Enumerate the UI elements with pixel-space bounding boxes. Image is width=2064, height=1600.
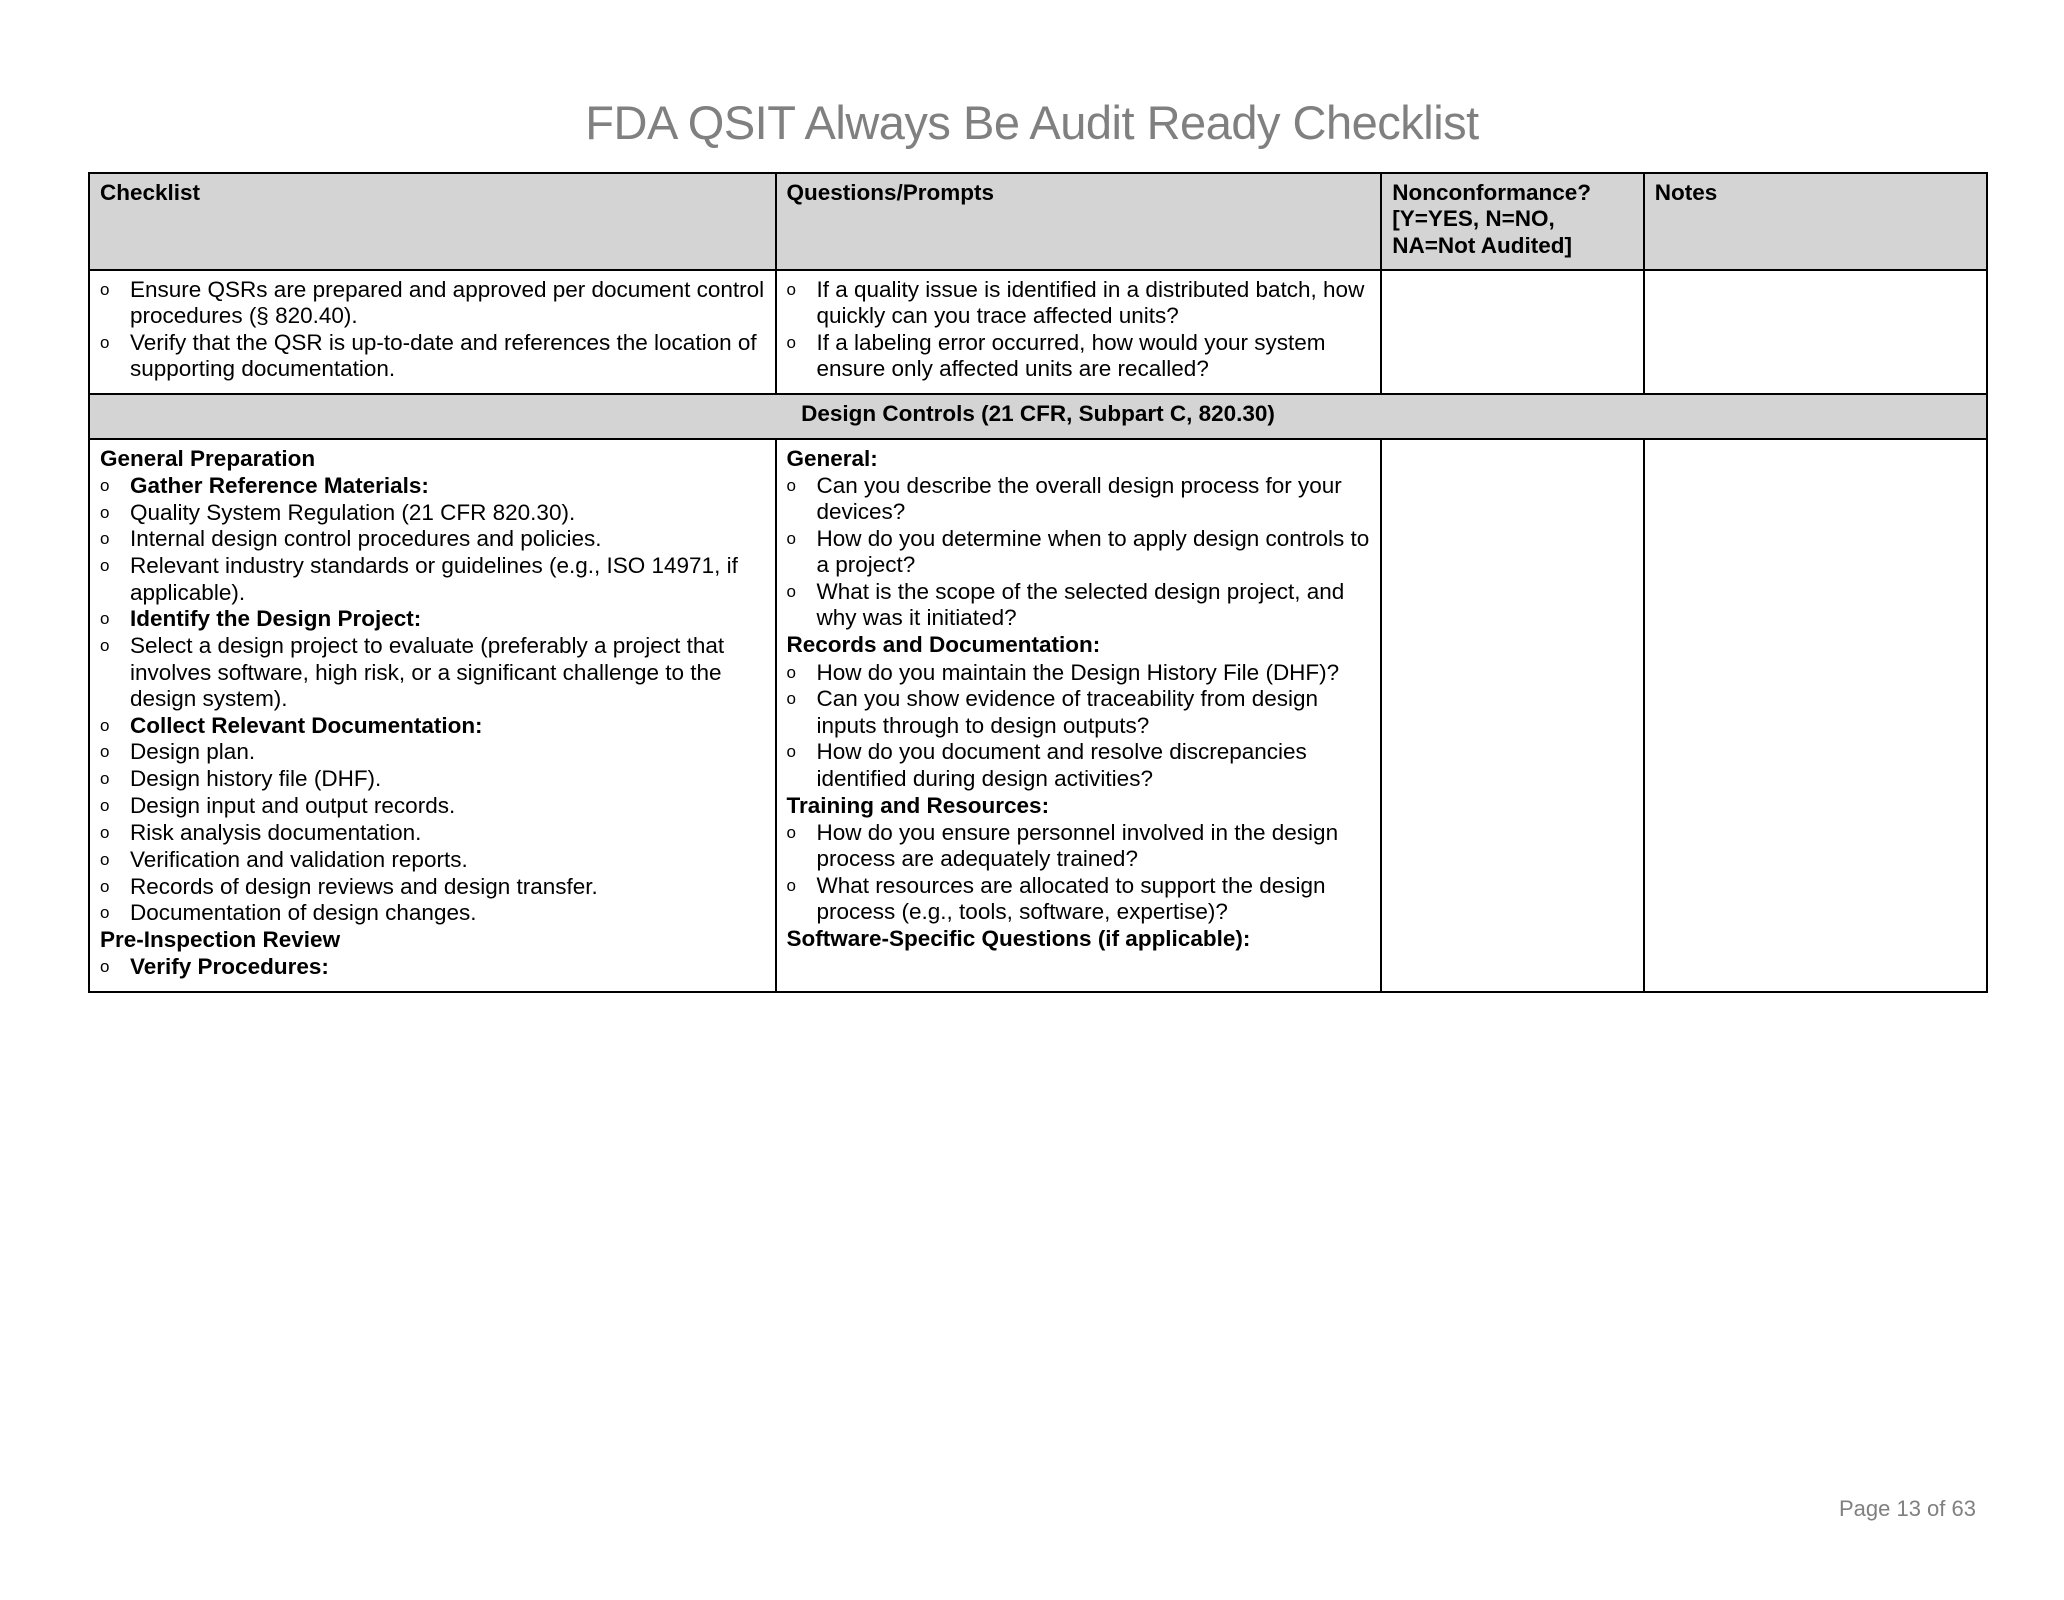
bullet-icon: o: [100, 333, 110, 353]
list-heading: Training and Resources:: [786, 792, 1050, 818]
list-group: [100, 473, 765, 499]
bullet-icon: o: [786, 475, 796, 495]
list-item-label: Design history file (DHF).: [130, 766, 382, 792]
list-group: [787, 330, 1371, 383]
cell-checklist: [89, 270, 776, 394]
list-item-label: Can you describe the overall design process for your devices?: [816, 472, 1342, 525]
list-item-label: How do you maintain the Design History File (DHF)?: [816, 659, 1340, 685]
list-item-label: Verify Procedures:: [130, 954, 329, 980]
list-item: [787, 739, 1371, 792]
nonconformance-line-2: [Y=YES, N=NO,: [1392, 206, 1555, 232]
list-item-label: How do you determine when to apply design controls to a project?: [816, 525, 1370, 578]
page-footer: Page 13 of 63: [1838, 1496, 1976, 1521]
list-item: [100, 277, 765, 330]
bullet-icon: o: [786, 689, 796, 709]
section-band-row: [89, 394, 1987, 438]
page-title: FDA QSIT Always Be Audit Ready Checklist: [585, 96, 1479, 149]
bullet-icon: o: [786, 822, 796, 842]
list-heading: General:: [786, 445, 878, 471]
list-item: [100, 633, 765, 712]
bullet-icon: o: [100, 876, 110, 896]
bullet-icon: o: [100, 556, 110, 576]
list-item: [787, 873, 1371, 926]
list-item: [787, 473, 1371, 526]
bullet-icon: o: [100, 475, 110, 495]
column-header-questions: [776, 173, 1382, 270]
checklist-items-design-controls: [100, 446, 765, 981]
bullet-icon: o: [786, 333, 796, 353]
cell-checklist: [89, 439, 776, 993]
list-item: [787, 330, 1371, 383]
nonconformance-line-3: NA=Not Audited]: [1392, 232, 1573, 258]
list-item-label: Verification and validation reports.: [130, 846, 468, 872]
list-item: [787, 579, 1371, 632]
list-item-label: If a labeling error occurred, how would your system ensure only affected units are recalled?: [816, 330, 1326, 382]
column-header-notes: [1644, 173, 1987, 270]
list-group: [787, 473, 1371, 526]
list-item: [100, 793, 765, 819]
list-item-label: Documentation of design changes.: [130, 900, 477, 926]
list-item-label: Risk analysis documentation.: [130, 819, 422, 845]
column-header-checklist: [89, 173, 776, 270]
cell-notes[interactable]: [1644, 439, 1987, 993]
list-heading: Pre-Inspection Review: [100, 927, 341, 953]
list-group: [787, 873, 1371, 926]
cell-nonconformance[interactable]: [1381, 439, 1643, 993]
list-item-label: Design input and output records.: [130, 793, 456, 819]
list-item-label: How do you ensure personnel involved in the design process are adequately trained?: [816, 819, 1339, 872]
column-header-checklist-label: Checklist: [100, 180, 201, 205]
list-group: [787, 526, 1371, 579]
bullet-icon: o: [100, 609, 110, 629]
list-group: [100, 847, 765, 873]
list-group: [787, 820, 1371, 873]
table-row: [89, 439, 1987, 993]
list-item: [100, 330, 765, 383]
bullet-icon: o: [100, 769, 110, 789]
cell-notes[interactable]: [1644, 270, 1987, 394]
table-body: [89, 270, 1987, 992]
list-group: [787, 579, 1371, 632]
bullet-icon: o: [100, 502, 110, 522]
list-item: [100, 847, 765, 873]
list-heading: General Preparation: [100, 445, 316, 471]
cell-nonconformance[interactable]: [1381, 270, 1643, 394]
bullet-icon: o: [786, 662, 796, 682]
list-group: [100, 793, 765, 819]
bullet-icon: o: [786, 528, 796, 548]
table-header: [89, 173, 1987, 270]
list-item: [100, 820, 765, 846]
list-heading: Records and Documentation:: [786, 632, 1101, 658]
list-group: [100, 633, 765, 712]
bullet-icon: o: [100, 822, 110, 842]
list-item-label: Quality System Regulation (21 CFR 820.30).: [130, 499, 576, 525]
list-item-label: How do you document and resolve discrepancies identified during design activities?: [816, 739, 1307, 791]
table-header-row: [89, 173, 1987, 270]
list-item-label: Ensure QSRs are prepared and approved per document control procedures (§ 820.40).: [130, 276, 765, 329]
questions-items-top: [787, 277, 1371, 383]
list-item: [100, 606, 765, 632]
list-group: [100, 766, 765, 792]
bullet-icon: o: [100, 279, 110, 299]
list-item-label: Internal design control procedures and policies.: [130, 526, 602, 552]
bullet-icon: o: [100, 957, 110, 977]
list-group: [100, 900, 765, 926]
bullet-icon: o: [786, 742, 796, 762]
list-item: [787, 277, 1371, 330]
bullet-icon: o: [100, 903, 110, 923]
column-header-notes-label: Notes: [1654, 180, 1718, 205]
list-group: [787, 660, 1371, 686]
cell-questions: [776, 270, 1382, 394]
bullet-icon: o: [786, 279, 796, 299]
list-item: [787, 660, 1371, 686]
list-group: [787, 277, 1371, 330]
bullet-icon: o: [100, 715, 110, 735]
list-group: [100, 330, 765, 383]
nonconformance-line-1: Nonconformance?: [1392, 180, 1591, 205]
list-group: [787, 686, 1371, 739]
list-group: [100, 526, 765, 552]
list-group: [100, 553, 765, 606]
list-item: [787, 820, 1371, 873]
list-group: [100, 820, 765, 846]
list-group: [100, 739, 765, 765]
bullet-icon: o: [100, 742, 110, 762]
questions-items-design-controls: [787, 446, 1371, 953]
list-item-label: Records of design reviews and design transfer.: [130, 873, 598, 899]
list-item-label: Collect Relevant Documentation:: [130, 712, 483, 738]
list-group: [100, 954, 765, 980]
list-item: [100, 553, 765, 606]
list-item-label: Can you show evidence of traceability from design inputs through to design outputs?: [816, 686, 1319, 738]
bullet-icon: o: [100, 796, 110, 816]
checklist-table: [88, 172, 1988, 993]
list-group: [100, 606, 765, 632]
list-item: [100, 739, 765, 765]
list-item: [100, 900, 765, 926]
list-item-label: Design plan.: [130, 739, 256, 765]
list-item-label: Identify the Design Project:: [130, 606, 422, 632]
section-band-label: Design Controls (21 CFR, Subpart C, 820.30): [89, 394, 1987, 438]
list-item-label: Gather Reference Materials:: [130, 472, 429, 498]
list-item-label: What resources are allocated to support the design process (e.g., tools, software, expertise)?: [816, 873, 1326, 925]
bullet-icon: o: [100, 636, 110, 656]
list-item: [100, 874, 765, 900]
list-heading: Software-Specific Questions (if applicable):: [786, 926, 1251, 952]
list-group: [100, 874, 765, 900]
list-item-label: What is the scope of the selected design project, and why was it initiated?: [816, 579, 1345, 631]
list-group: [100, 713, 765, 739]
list-group: [100, 277, 765, 330]
bullet-icon: o: [786, 582, 796, 602]
column-header-nonconformance: [1381, 173, 1643, 270]
list-item: [100, 526, 765, 552]
list-item: [787, 526, 1371, 579]
bullet-icon: o: [100, 849, 110, 869]
bullet-icon: o: [786, 876, 796, 895]
list-group: [100, 500, 765, 526]
list-item: [100, 473, 765, 499]
list-item: [100, 713, 765, 739]
list-group: [787, 739, 1371, 792]
list-item: [100, 766, 765, 792]
column-header-questions-label: Questions/Prompts: [786, 180, 995, 205]
checklist-items-top: [100, 277, 765, 383]
list-item-label: If a quality issue is identified in a distributed batch, how quickly can you trace affected units?: [816, 276, 1365, 329]
list-item-label: Relevant industry standards or guidelines (e.g., ISO 14971, if applicable).: [130, 553, 738, 605]
list-item-label: Verify that the QSR is up-to-date and references the location of supporting documentation.: [130, 330, 757, 382]
bullet-icon: o: [100, 529, 110, 549]
cell-questions: [776, 439, 1382, 993]
list-item-label: Select a design project to evaluate (preferably a project that involves software, high risk, or a significant challenge to the design system).: [130, 633, 725, 711]
table-row: [89, 270, 1987, 394]
list-item: [100, 954, 765, 980]
list-item: [787, 686, 1371, 739]
list-item: [100, 500, 765, 526]
